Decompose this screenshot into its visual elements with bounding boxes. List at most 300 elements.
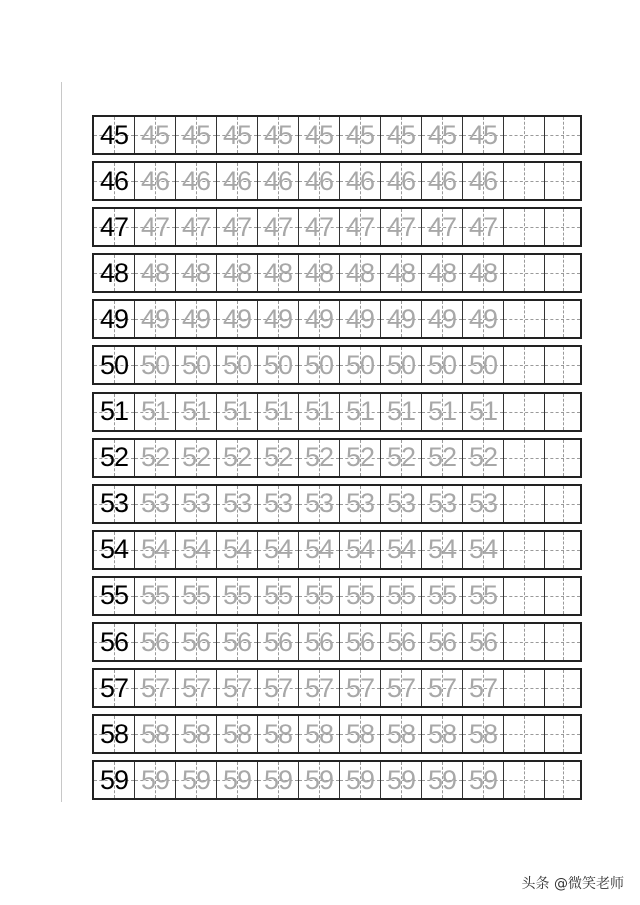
blank-practice-cell: [504, 394, 545, 430]
trace-number: 46: [345, 165, 375, 196]
trace-cell: [217, 486, 258, 522]
trace-number: 59: [222, 764, 252, 795]
trace-cell: [422, 716, 463, 752]
blank-practice-cell: [504, 347, 545, 383]
trace-cell: [176, 394, 217, 430]
trace-cell: [463, 163, 504, 199]
model-cell: [94, 209, 135, 245]
model-number: 54: [99, 534, 129, 565]
trace-number: 58: [386, 718, 416, 749]
trace-number: 47: [468, 211, 498, 242]
trace-cell: [340, 117, 381, 153]
trace-cell: [422, 670, 463, 706]
trace-cell: [381, 394, 422, 430]
trace-cell: [422, 440, 463, 476]
trace-cell: [340, 716, 381, 752]
trace-cell: [463, 624, 504, 660]
trace-number: 55: [427, 580, 457, 611]
trace-number: 54: [304, 534, 334, 565]
blank-practice-cell: [504, 209, 545, 245]
blank-practice-cell: [545, 762, 580, 798]
trace-number: 55: [304, 580, 334, 611]
model-cell: [94, 301, 135, 337]
trace-number: 55: [468, 580, 498, 611]
trace-cell: [422, 255, 463, 291]
trace-number: 50: [263, 349, 293, 380]
trace-cell: [217, 716, 258, 752]
model-number: 59: [99, 764, 129, 795]
trace-number: 58: [345, 718, 375, 749]
trace-number: 49: [222, 303, 252, 334]
trace-cell: [422, 624, 463, 660]
trace-cell: [217, 301, 258, 337]
trace-cell: [381, 255, 422, 291]
blank-practice-cell: [504, 486, 545, 522]
trace-cell: [135, 486, 176, 522]
trace-cell: [176, 762, 217, 798]
trace-number: 57: [222, 672, 252, 703]
trace-number: 47: [386, 211, 416, 242]
trace-number: 45: [468, 119, 498, 150]
trace-number: 58: [181, 718, 211, 749]
trace-number: 48: [181, 257, 211, 288]
trace-cell: [176, 670, 217, 706]
trace-cell: [422, 301, 463, 337]
trace-number: 57: [386, 672, 416, 703]
worksheet-row: [92, 484, 582, 524]
trace-number: 46: [427, 165, 457, 196]
blank-practice-cell: [545, 301, 580, 337]
trace-number: 59: [386, 764, 416, 795]
trace-cell: [299, 163, 340, 199]
model-number: 50: [99, 349, 129, 380]
trace-number: 59: [263, 764, 293, 795]
trace-number: 56: [140, 626, 170, 657]
trace-cell: [258, 440, 299, 476]
model-number: 49: [99, 303, 129, 334]
trace-number: 45: [181, 119, 211, 150]
trace-cell: [217, 578, 258, 614]
trace-number: 50: [345, 349, 375, 380]
blank-practice-cell: [545, 532, 580, 568]
trace-number: 45: [304, 119, 334, 150]
model-cell: [94, 255, 135, 291]
trace-number: 49: [427, 303, 457, 334]
trace-cell: [176, 301, 217, 337]
trace-cell: [463, 532, 504, 568]
trace-cell: [176, 486, 217, 522]
trace-cell: [258, 532, 299, 568]
model-cell: [94, 532, 135, 568]
trace-cell: [299, 394, 340, 430]
trace-cell: [299, 117, 340, 153]
blank-practice-cell: [504, 117, 545, 153]
trace-cell: [135, 163, 176, 199]
trace-cell: [176, 440, 217, 476]
trace-cell: [463, 762, 504, 798]
trace-number: 56: [345, 626, 375, 657]
worksheet-row: [92, 115, 582, 155]
trace-cell: [135, 578, 176, 614]
trace-cell: [258, 578, 299, 614]
trace-number: 56: [304, 626, 334, 657]
trace-number: 45: [222, 119, 252, 150]
model-cell: [94, 486, 135, 522]
trace-cell: [135, 624, 176, 660]
trace-cell: [381, 486, 422, 522]
trace-number: 46: [263, 165, 293, 196]
worksheet-row: [92, 392, 582, 432]
trace-cell: [340, 624, 381, 660]
trace-cell: [135, 301, 176, 337]
trace-cell: [381, 347, 422, 383]
trace-cell: [135, 762, 176, 798]
number-tracing-grid: [92, 115, 582, 806]
trace-cell: [340, 394, 381, 430]
trace-cell: [176, 347, 217, 383]
trace-cell: [381, 163, 422, 199]
model-number: 47: [99, 211, 129, 242]
trace-number: 58: [140, 718, 170, 749]
trace-cell: [217, 762, 258, 798]
trace-number: 54: [140, 534, 170, 565]
trace-cell: [422, 486, 463, 522]
trace-cell: [176, 624, 217, 660]
trace-cell: [340, 347, 381, 383]
model-cell: [94, 670, 135, 706]
trace-number: 46: [386, 165, 416, 196]
trace-number: 49: [181, 303, 211, 334]
trace-cell: [258, 624, 299, 660]
trace-cell: [299, 486, 340, 522]
trace-cell: [135, 716, 176, 752]
trace-number: 50: [222, 349, 252, 380]
trace-cell: [340, 670, 381, 706]
trace-number: 57: [427, 672, 457, 703]
trace-cell: [299, 762, 340, 798]
blank-practice-cell: [545, 670, 580, 706]
trace-number: 53: [304, 488, 334, 519]
trace-cell: [422, 347, 463, 383]
trace-cell: [258, 716, 299, 752]
trace-cell: [340, 532, 381, 568]
trace-cell: [422, 209, 463, 245]
trace-cell: [135, 255, 176, 291]
blank-practice-cell: [545, 716, 580, 752]
trace-cell: [381, 624, 422, 660]
blank-practice-cell: [545, 255, 580, 291]
trace-number: 45: [427, 119, 457, 150]
blank-practice-cell: [545, 347, 580, 383]
trace-cell: [340, 209, 381, 245]
trace-number: 48: [304, 257, 334, 288]
trace-number: 55: [386, 580, 416, 611]
trace-cell: [217, 532, 258, 568]
trace-number: 59: [427, 764, 457, 795]
trace-number: 50: [468, 349, 498, 380]
trace-number: 48: [427, 257, 457, 288]
trace-number: 59: [304, 764, 334, 795]
blank-practice-cell: [504, 163, 545, 199]
trace-cell: [463, 117, 504, 153]
trace-number: 59: [468, 764, 498, 795]
trace-cell: [299, 255, 340, 291]
blank-practice-cell: [545, 117, 580, 153]
trace-cell: [422, 163, 463, 199]
trace-cell: [381, 716, 422, 752]
trace-number: 52: [386, 442, 416, 473]
trace-cell: [463, 440, 504, 476]
trace-cell: [340, 255, 381, 291]
model-cell: [94, 394, 135, 430]
trace-cell: [258, 209, 299, 245]
trace-cell: [217, 255, 258, 291]
model-cell: [94, 762, 135, 798]
worksheet-row: [92, 668, 582, 708]
trace-number: 54: [468, 534, 498, 565]
trace-cell: [217, 670, 258, 706]
trace-number: 48: [345, 257, 375, 288]
trace-cell: [463, 578, 504, 614]
blank-practice-cell: [545, 209, 580, 245]
trace-cell: [422, 578, 463, 614]
trace-cell: [258, 486, 299, 522]
trace-number: 54: [181, 534, 211, 565]
trace-number: 47: [304, 211, 334, 242]
trace-number: 56: [222, 626, 252, 657]
trace-number: 57: [181, 672, 211, 703]
trace-cell: [258, 301, 299, 337]
trace-cell: [176, 578, 217, 614]
trace-cell: [258, 394, 299, 430]
trace-number: 53: [345, 488, 375, 519]
trace-cell: [340, 486, 381, 522]
trace-number: 55: [222, 580, 252, 611]
trace-number: 58: [263, 718, 293, 749]
trace-number: 46: [222, 165, 252, 196]
trace-number: 51: [181, 396, 211, 427]
blank-practice-cell: [545, 486, 580, 522]
worksheet-row: [92, 207, 582, 247]
watermark: 头条 @微笑老师: [521, 876, 624, 892]
trace-cell: [381, 578, 422, 614]
trace-cell: [381, 440, 422, 476]
trace-number: 52: [263, 442, 293, 473]
trace-number: 47: [345, 211, 375, 242]
model-number: 48: [99, 257, 129, 288]
trace-cell: [299, 440, 340, 476]
trace-cell: [299, 624, 340, 660]
trace-number: 55: [345, 580, 375, 611]
trace-cell: [340, 301, 381, 337]
trace-cell: [340, 762, 381, 798]
trace-number: 51: [263, 396, 293, 427]
trace-cell: [176, 117, 217, 153]
trace-number: 49: [304, 303, 334, 334]
trace-cell: [299, 347, 340, 383]
trace-number: 56: [263, 626, 293, 657]
blank-practice-cell: [545, 624, 580, 660]
trace-cell: [463, 394, 504, 430]
trace-number: 53: [222, 488, 252, 519]
trace-cell: [135, 209, 176, 245]
trace-number: 53: [427, 488, 457, 519]
trace-cell: [299, 301, 340, 337]
trace-cell: [299, 532, 340, 568]
trace-number: 57: [304, 672, 334, 703]
worksheet-row: [92, 576, 582, 616]
model-cell: [94, 440, 135, 476]
trace-number: 48: [222, 257, 252, 288]
trace-number: 59: [181, 764, 211, 795]
trace-number: 58: [304, 718, 334, 749]
trace-cell: [135, 347, 176, 383]
trace-cell: [299, 209, 340, 245]
worksheet-row: [92, 161, 582, 201]
trace-number: 57: [140, 672, 170, 703]
model-number: 55: [99, 580, 129, 611]
trace-cell: [258, 255, 299, 291]
trace-cell: [217, 394, 258, 430]
model-number: 56: [99, 626, 129, 657]
blank-practice-cell: [504, 578, 545, 614]
trace-number: 52: [345, 442, 375, 473]
blank-practice-cell: [504, 440, 545, 476]
trace-number: 59: [345, 764, 375, 795]
trace-number: 52: [304, 442, 334, 473]
trace-number: 53: [263, 488, 293, 519]
model-number: 53: [99, 488, 129, 519]
trace-number: 51: [304, 396, 334, 427]
trace-number: 52: [181, 442, 211, 473]
trace-cell: [422, 117, 463, 153]
trace-number: 53: [386, 488, 416, 519]
trace-number: 49: [345, 303, 375, 334]
blank-practice-cell: [545, 394, 580, 430]
trace-number: 57: [345, 672, 375, 703]
trace-cell: [176, 532, 217, 568]
trace-number: 45: [345, 119, 375, 150]
model-cell: [94, 624, 135, 660]
trace-number: 47: [222, 211, 252, 242]
trace-cell: [258, 117, 299, 153]
trace-number: 49: [386, 303, 416, 334]
trace-number: 51: [140, 396, 170, 427]
worksheet-row: [92, 438, 582, 478]
trace-number: 55: [263, 580, 293, 611]
trace-number: 50: [386, 349, 416, 380]
trace-number: 49: [468, 303, 498, 334]
trace-cell: [299, 670, 340, 706]
model-cell: [94, 716, 135, 752]
trace-cell: [340, 440, 381, 476]
blank-practice-cell: [504, 255, 545, 291]
trace-number: 52: [468, 442, 498, 473]
trace-cell: [135, 670, 176, 706]
trace-cell: [217, 347, 258, 383]
model-cell: [94, 163, 135, 199]
worksheet-row: [92, 530, 582, 570]
trace-cell: [463, 670, 504, 706]
trace-cell: [176, 163, 217, 199]
trace-cell: [381, 209, 422, 245]
trace-number: 51: [427, 396, 457, 427]
trace-number: 46: [181, 165, 211, 196]
trace-number: 56: [181, 626, 211, 657]
trace-number: 46: [304, 165, 334, 196]
worksheet-row: [92, 299, 582, 339]
trace-number: 58: [468, 718, 498, 749]
blank-practice-cell: [545, 163, 580, 199]
blank-practice-cell: [504, 716, 545, 752]
trace-number: 47: [181, 211, 211, 242]
trace-cell: [258, 347, 299, 383]
trace-cell: [176, 716, 217, 752]
trace-number: 54: [345, 534, 375, 565]
trace-cell: [381, 532, 422, 568]
trace-cell: [463, 486, 504, 522]
trace-number: 56: [427, 626, 457, 657]
worksheet-row: [92, 714, 582, 754]
blank-practice-cell: [545, 578, 580, 614]
trace-number: 53: [181, 488, 211, 519]
trace-number: 59: [140, 764, 170, 795]
blank-practice-cell: [504, 532, 545, 568]
trace-cell: [381, 762, 422, 798]
trace-cell: [422, 762, 463, 798]
trace-number: 48: [140, 257, 170, 288]
trace-cell: [217, 440, 258, 476]
model-number: 57: [99, 672, 129, 703]
trace-cell: [340, 578, 381, 614]
trace-number: 57: [468, 672, 498, 703]
trace-number: 47: [140, 211, 170, 242]
trace-cell: [258, 762, 299, 798]
trace-cell: [135, 117, 176, 153]
page-margin-line: [61, 82, 62, 802]
trace-number: 48: [263, 257, 293, 288]
worksheet-row: [92, 760, 582, 800]
trace-cell: [463, 347, 504, 383]
model-number: 52: [99, 442, 129, 473]
trace-number: 58: [222, 718, 252, 749]
trace-number: 51: [345, 396, 375, 427]
trace-cell: [381, 117, 422, 153]
model-cell: [94, 117, 135, 153]
trace-cell: [463, 209, 504, 245]
trace-number: 50: [304, 349, 334, 380]
trace-number: 47: [427, 211, 457, 242]
trace-number: 52: [222, 442, 252, 473]
model-cell: [94, 347, 135, 383]
trace-cell: [381, 670, 422, 706]
blank-practice-cell: [504, 301, 545, 337]
model-cell: [94, 578, 135, 614]
worksheet-row: [92, 345, 582, 385]
trace-cell: [258, 670, 299, 706]
trace-number: 57: [263, 672, 293, 703]
trace-cell: [135, 440, 176, 476]
trace-number: 53: [140, 488, 170, 519]
trace-number: 47: [263, 211, 293, 242]
trace-cell: [381, 301, 422, 337]
trace-number: 49: [140, 303, 170, 334]
trace-number: 49: [263, 303, 293, 334]
trace-cell: [258, 163, 299, 199]
trace-number: 52: [140, 442, 170, 473]
trace-cell: [176, 209, 217, 245]
trace-number: 55: [140, 580, 170, 611]
